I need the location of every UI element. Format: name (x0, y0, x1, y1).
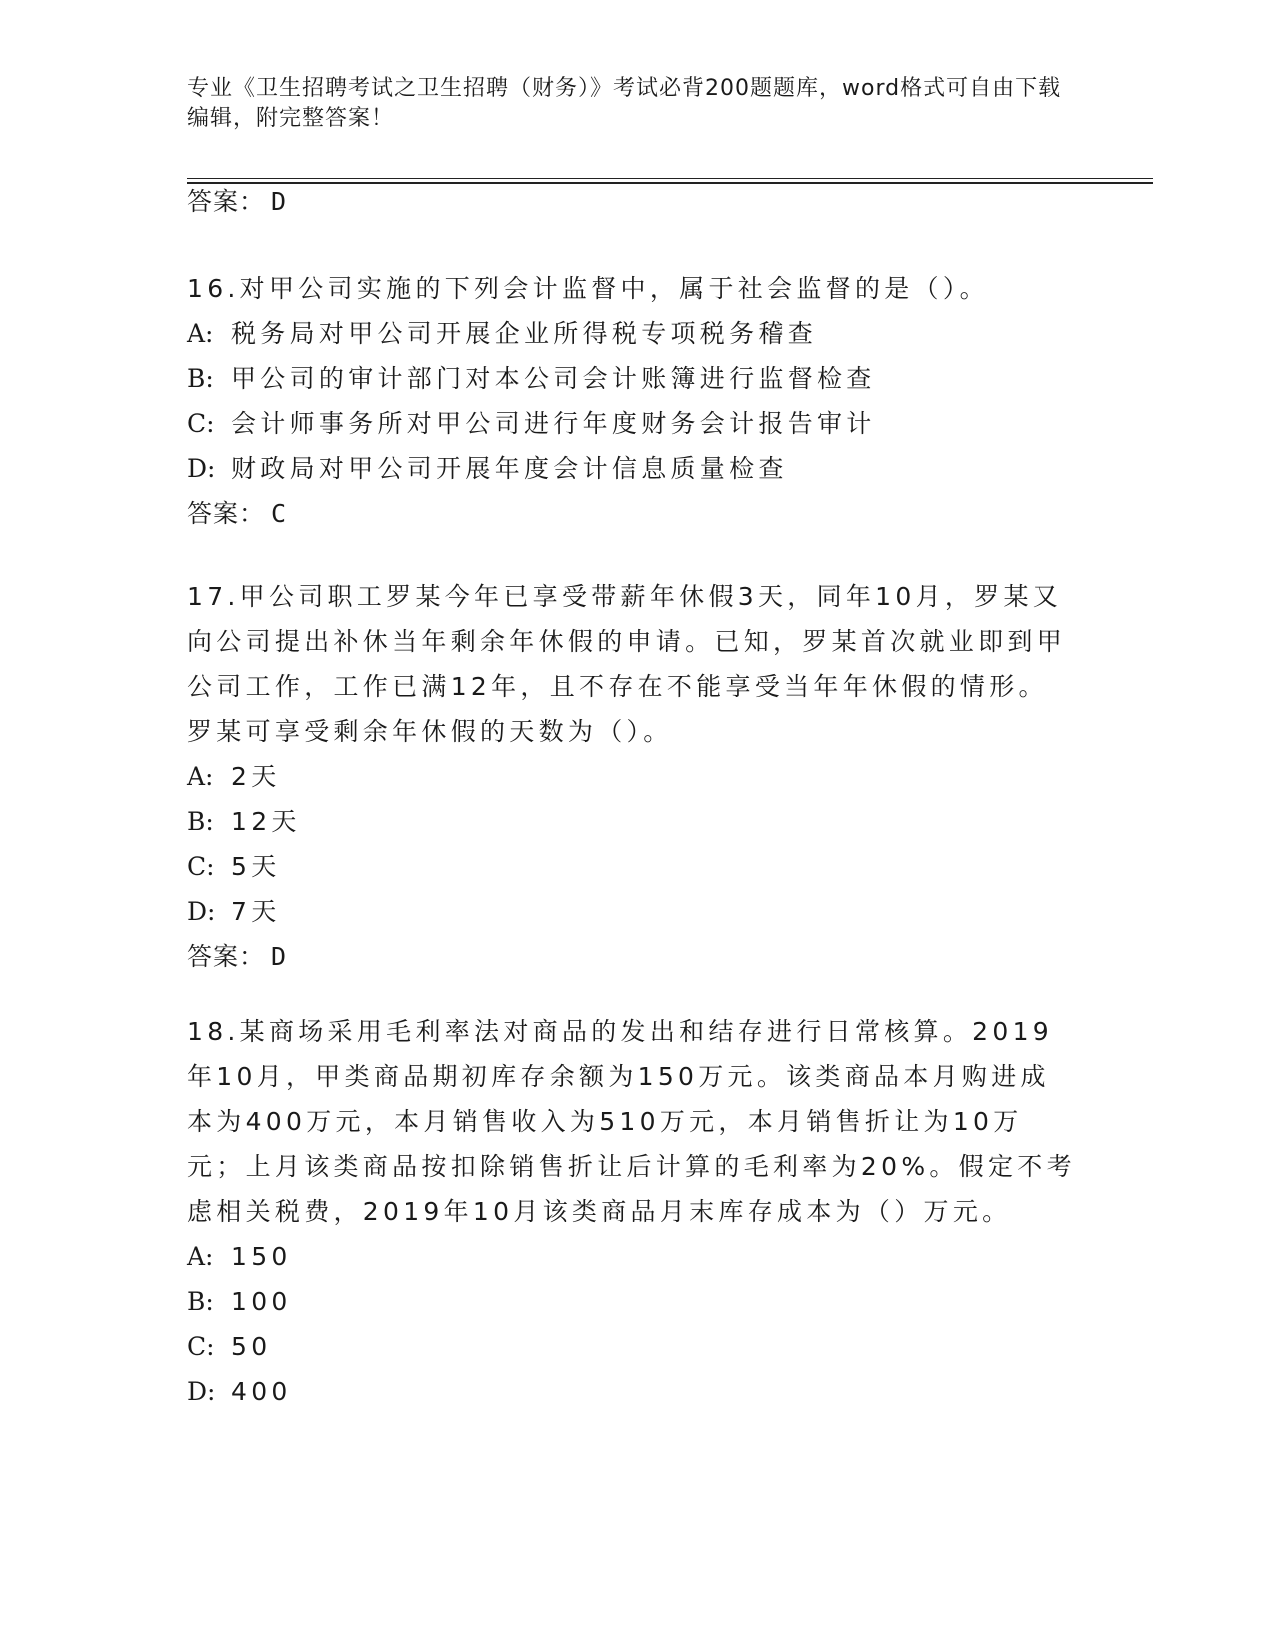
option-b (187, 1279, 1077, 1324)
option-key: B: (187, 1287, 214, 1316)
question-stem: 16.对甲公司实施的下列会计监督中，属于社会监督的是（）。 (187, 274, 989, 303)
question-18 (187, 1009, 1077, 1414)
option-key: D: (187, 897, 216, 926)
option-text: 财政局对甲公司开展年度会计信息质量检查 (231, 454, 788, 483)
option-d (187, 1369, 1077, 1414)
answer-value: C (271, 499, 288, 528)
answer-label: 答案： (187, 187, 266, 216)
option-d (187, 889, 1077, 934)
header-divider-thin (187, 178, 1153, 179)
answer-label: 答案： (187, 942, 266, 971)
option-a (187, 311, 1077, 356)
option-d (187, 446, 1077, 491)
option-text: 100 (231, 1287, 292, 1316)
header-text: 专业《卫生招聘考试之卫生招聘（财务）》考试必背200题题库，word格式可自由下载编辑，附完整答案！ (187, 76, 1062, 131)
question-stem: 18.某商场采用毛利率法对商品的发出和结存进行日常核算。2019年10月，甲类商品期初库存余额为150万元。该类商品本月购进成本为400万元，本月销售收入为510万元，本月销售折让为10万元；上月该类商品按扣除销售折让后计算的毛利率为20%。假定不考虑相关税费，2019年10月该类商品月末库存成本为（）万元。 (187, 1017, 1076, 1226)
option-b (187, 356, 1077, 401)
option-text: 2天 (231, 762, 281, 791)
document-header (187, 74, 1067, 134)
option-key: C: (187, 852, 215, 881)
option-text: 甲公司的审计部门对本公司会计账簿进行监督检查 (231, 364, 876, 393)
header-divider-thick (187, 182, 1153, 184)
option-key: B: (187, 807, 214, 836)
option-key: C: (187, 1332, 215, 1361)
option-a (187, 754, 1077, 799)
option-key: D: (187, 1377, 216, 1406)
option-text: 会计师事务所对甲公司进行年度财务会计报告审计 (231, 409, 876, 438)
option-c (187, 401, 1077, 446)
option-text: 税务局对甲公司开展企业所得税专项税务稽查 (231, 319, 818, 348)
question-answer (187, 491, 1077, 536)
option-key: D: (187, 454, 216, 483)
option-text: 150 (231, 1242, 292, 1271)
option-c (187, 1324, 1077, 1369)
previous-answer (187, 186, 287, 218)
answer-value: D (271, 187, 288, 216)
option-key: A: (187, 319, 214, 348)
question-answer (187, 934, 1077, 979)
option-key: A: (187, 1242, 214, 1271)
option-key: C: (187, 409, 215, 438)
option-b (187, 799, 1077, 844)
option-text: 7天 (231, 897, 281, 926)
option-key: B: (187, 364, 214, 393)
answer-label: 答案： (187, 499, 266, 528)
option-c (187, 844, 1077, 889)
option-text: 5天 (231, 852, 281, 881)
question-17 (187, 574, 1077, 979)
option-text: 50 (231, 1332, 272, 1361)
option-text: 12天 (231, 807, 301, 836)
question-stem: 17.甲公司职工罗某今年已享受带薪年休假3天，同年10月，罗某又向公司提出补休当年剩余年休假的申请。已知，罗某首次就业即到甲公司工作，工作已满12年，且不存在不能享受当年年休假的情形。罗某可享受剩余年休假的天数为（）。 (187, 582, 1067, 746)
option-text: 400 (231, 1377, 292, 1406)
question-16 (187, 266, 1077, 536)
answer-value: D (271, 942, 288, 971)
option-key: A: (187, 762, 214, 791)
option-a (187, 1234, 1077, 1279)
